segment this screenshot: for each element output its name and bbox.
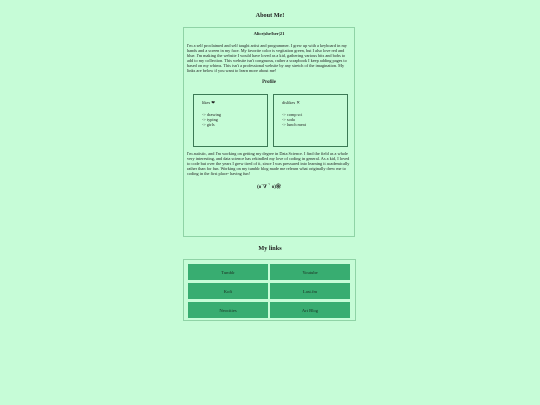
dislikes-box — [273, 94, 348, 147]
kofi-link-button[interactable]: Kofi — [188, 283, 268, 299]
about-heading: About Me! — [255, 12, 285, 19]
dislikes-title: dislikes ✕ — [282, 100, 300, 105]
likes-item: -> drawing — [202, 112, 222, 117]
tumblr-link-button[interactable]: Tumblr — [188, 264, 268, 280]
lastfm-link-button[interactable]: Last.fm — [270, 283, 350, 299]
intro-paragraph: I'm a self proclaimed and self taught artist and programmer. I grew up with a keyboard in my hands and a screen in my face. My favorite color is vegitation green, but I also love red and blue. I'm making the website I would have loved as a kid, gathering various bits and bobs to add to my collection. This website isn't congruous, rather a scrapbook I keep adding pages to based on my whims. This isn't a professional website by any stretch of the imagination. My links are below if you want to learn more about me! — [187, 43, 347, 73]
likes-title: likes ❤ — [202, 100, 215, 105]
youtube-link-button[interactable]: Youtube — [270, 264, 350, 280]
links-heading: My links — [258, 245, 282, 252]
kaomoji: (o´∇｀o)❀ — [257, 185, 281, 190]
profile-title: Profile — [262, 80, 276, 85]
profile-lists — [187, 89, 351, 145]
name-pronouns-age: Alice|she/her|21 — [253, 31, 285, 36]
likes-item: -> girls — [202, 122, 215, 127]
about-card — [183, 27, 355, 237]
dislikes-item: -> comp sci — [282, 112, 303, 117]
dislikes-item: -> soda — [282, 117, 295, 122]
art-blog-link-button[interactable]: Art Blog — [270, 302, 350, 318]
dislikes-item: -> lunch meat — [282, 122, 306, 127]
neocities-link-button[interactable]: Neocities — [188, 302, 268, 318]
likes-box — [193, 94, 268, 147]
links-card — [183, 259, 356, 321]
likes-item: -> typing — [202, 117, 218, 122]
outro-paragraph: I'm autistic, and I'm working on getting my degree in Data Science. I find the field as a whole very interesting, and data science has rekindled my love of coding in general. As a kid, I loved to code but over the years I grew tired of it, since I was pressured into learning it academically rather than for fun. Working on my tumblr blog made me relearn what originally drew me to coding in the first place- having fun! — [187, 151, 350, 176]
